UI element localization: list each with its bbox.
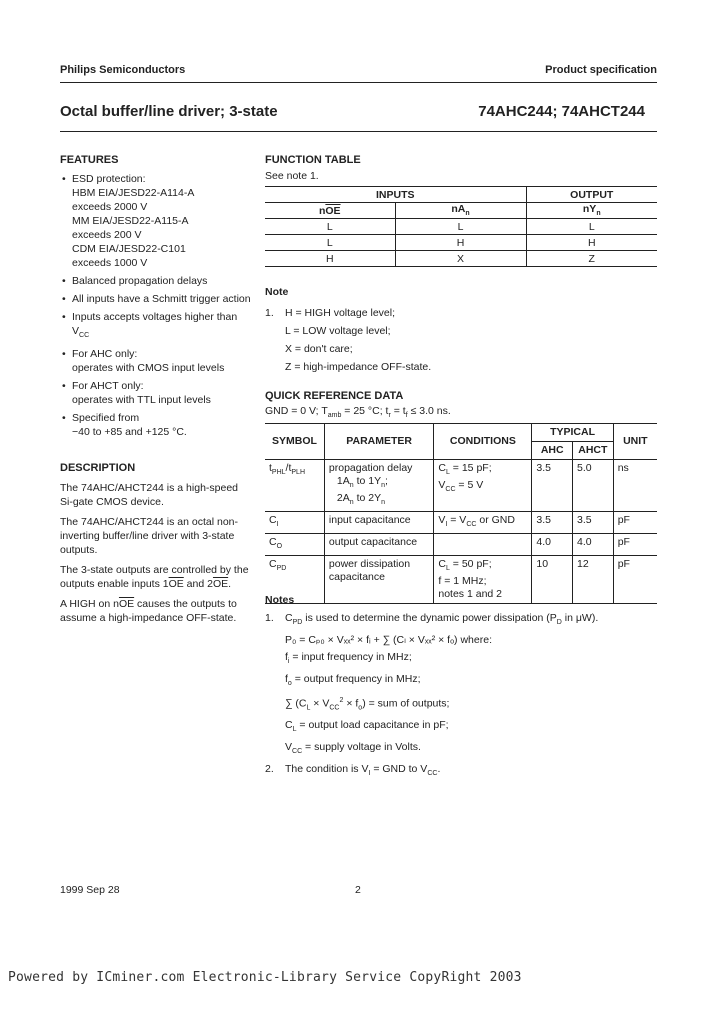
quick-ref-heading: QUICK REFERENCE DATA [265, 390, 404, 402]
quick-ref-table [265, 423, 657, 604]
function-table-heading: FUNCTION TABLE [265, 154, 361, 166]
feature-ahct: • For AHCT only: operates with TTL input levels [60, 379, 255, 407]
qr-col-typical: TYPICAL [532, 424, 613, 442]
qr-notes-heading: Notes [265, 594, 295, 606]
table-row: L H H [265, 235, 657, 251]
header-rule [60, 82, 657, 83]
ft-note-body: 1. H = HIGH voltage level; L = LOW voltage level; X = don't care; Z = high-impedance OFF-state. [265, 307, 432, 373]
feature-esd: • ESD protection: HBM EIA/JESD22-A114-A exceeds 2000 V MM EIA/JESD22-A115-A exceeds 200 V CDM EIA/JESD22-C101 exceeds 1000 V [60, 172, 255, 270]
document-type: Product specification [545, 64, 657, 76]
qr-notes-body: 1. $C_{PD}$ is used to determine the dynamic power dissipation ($P_D$ in μW). P₀ = Cₚ₀ × Vₓₓ² × fᵢ + ∑ (Cₗ × Vₓₓ² × fₒ) where: $f_i$ = input frequency in MHz; $f_o$ = output frequency in MHz; ∑ $(C_L \times V_{CC}^2 \times f_o)$ = sum of outputs; $C_L$ = output load capacitance in pF; $V_{CC}$ = supply voltage in Volts. 2. The condition is $V_I$ = GND to $V_{CC}$. [265, 610, 657, 782]
page-number: 2 [355, 884, 361, 896]
feature-voltage: • Inputs accepts voltages higher than $V_{CC}$ [60, 310, 255, 343]
description-p2: The 74AHC/AHCT244 is an octal non-inverting buffer/line driver with 3-state outputs. [60, 516, 239, 556]
function-table [265, 186, 657, 267]
feature-temp: • Specified from −40 to +85 and +125 °C. [60, 411, 255, 439]
qr-col-conditions: CONDITIONS [434, 424, 532, 460]
qr-col-ahct: AHCT [573, 442, 614, 460]
qr-note-1: 1. $C_{PD}$ is used to determine the dynamic power dissipation ($P_D$ in μW). [265, 612, 599, 627]
company-name: Philips Semiconductors [60, 64, 186, 76]
qr-note-2: 2. The condition is $V_I$ = GND to $V_{CC}$. [265, 762, 441, 777]
function-table-see-note: See note 1. [265, 170, 319, 182]
ft-col-nan: $nA_n$ [395, 203, 526, 219]
feature-schmitt: • All inputs have a Schmitt trigger action [60, 292, 255, 306]
ft-col-noe: $n\overline{OE}$ [265, 203, 395, 219]
features-heading: FEATURES [60, 154, 119, 166]
title-rule [60, 131, 657, 132]
qr-col-symbol: SYMBOL [265, 424, 324, 460]
description-p4: A HIGH on $n\overline{OE}$ causes the outputs to assume a high-impedance OFF-state. [60, 598, 237, 624]
description-body [60, 481, 250, 631]
table-row: $C_O$ output capacitance 4.0 4.0 pF [265, 534, 657, 556]
qr-col-parameter: PARAMETER [324, 424, 433, 460]
feature-ahc: • For AHC only: operates with CMOS input levels [60, 347, 255, 375]
ft-col-nyn: $nY_n$ [582, 203, 601, 218]
table-row: $C_I$ input capacitance $V_I = V_{CC}$ or GND 3.5 3.5 pF [265, 512, 657, 534]
quick-ref-conditions: GND = 0 V; $T_{amb} = 25$ °C; $t_r = t_f \le 3.0$ ns. [265, 405, 451, 420]
qr-note-formula: P₀ = Cₚ₀ × Vₓₓ² × fᵢ + ∑ (Cₗ × Vₓₓ² × fₒ) where: [285, 633, 492, 646]
table-row: L L L [265, 219, 657, 235]
ft-output-header: OUTPUT [570, 188, 614, 201]
document-title: Octal buffer/line driver; 3-state [60, 103, 278, 120]
description-p1: The 74AHC/AHCT244 is a high-speed Si-gate CMOS device. [60, 482, 239, 508]
qr-col-unit: UNIT [613, 424, 657, 460]
description-p3: The 3-state outputs are controlled by the outputs enable inputs $1\overline{OE}$ and $2\overline{OE}$. [60, 564, 249, 590]
ft-note-heading: Note [265, 286, 289, 298]
watermark: Powered by ICminer.com Electronic-Library Service CopyRight 2003 [8, 970, 522, 985]
table-row: $t_{PHL}/t_{PLH}$ propagation delay $1A_n$ to $1Y_n$; $2A_n$ to $2Y_n$ $C_L = 15$ pF; $V_{CC} = 5$ V 3.5 5.0 ns [265, 460, 657, 512]
ft-inputs-header: INPUTS [265, 187, 526, 203]
features-list [60, 172, 255, 443]
feature-balanced: • Balanced propagation delays [60, 274, 255, 288]
part-number: 74AHC244; 74AHCT244 [478, 103, 645, 120]
description-heading: DESCRIPTION [60, 462, 136, 474]
table-row: H X Z [265, 251, 657, 267]
table-row: $C_{PD}$ power dissipation capacitance $C_L = 50$ pF; f = 1 MHz; notes 1 and 2 10 12 pF [265, 556, 657, 604]
qr-col-ahc: AHC [532, 442, 573, 460]
footer-date: 1999 Sep 28 [60, 884, 120, 896]
